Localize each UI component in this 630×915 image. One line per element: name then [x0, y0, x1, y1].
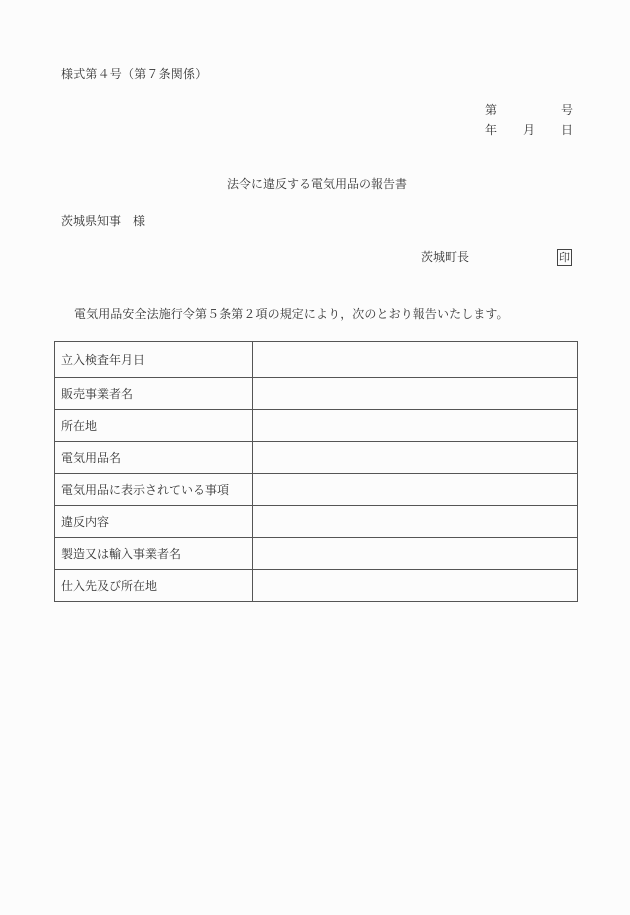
- row-value-inspection-date[interactable]: [253, 342, 578, 378]
- row-value-location[interactable]: [253, 410, 578, 442]
- table-row: [55, 378, 578, 410]
- addressee-name: 茨城県知事: [61, 214, 122, 228]
- row-value-violation-details[interactable]: [253, 506, 578, 538]
- report-table: [54, 341, 578, 602]
- document-number-and-date: [485, 103, 575, 137]
- table-row: [55, 506, 578, 538]
- row-label-seller-name: 販売事業者名: [55, 378, 253, 410]
- table-row: [55, 410, 578, 442]
- document-number-prefix: 第: [485, 103, 498, 117]
- row-label-product-markings: 電気用品に表示されている事項: [55, 474, 253, 506]
- date-month-label: 月: [523, 123, 536, 137]
- table-row: [55, 538, 578, 570]
- body-text: 電気用品安全法施行令第５条第２項の規定により，次のとおり報告いたします。: [74, 307, 509, 321]
- sender-name: 茨城町長: [421, 250, 470, 264]
- row-label-supplier-and-location: 仕入先及び所在地: [55, 570, 253, 602]
- addressee: [61, 214, 145, 228]
- row-value-product-markings[interactable]: [253, 474, 578, 506]
- row-label-product-name: 電気用品名: [55, 442, 253, 474]
- row-label-location: 所在地: [55, 410, 253, 442]
- row-value-seller-name[interactable]: [253, 378, 578, 410]
- date-year-label: 年: [485, 123, 498, 137]
- table-row: [55, 474, 578, 506]
- date-day-label: 日: [561, 123, 574, 137]
- row-value-supplier-and-location[interactable]: [253, 570, 578, 602]
- row-value-product-name[interactable]: [253, 442, 578, 474]
- table-row: [55, 342, 578, 378]
- row-value-manufacturer-importer[interactable]: [253, 538, 578, 570]
- addressee-honorific: 様: [133, 214, 146, 228]
- table-row: [55, 570, 578, 602]
- row-label-manufacturer-importer: 製造又は輸入事業者名: [55, 538, 253, 570]
- document-title: 法令に違反する電気用品の報告書: [226, 177, 407, 191]
- document-number-suffix: 号: [561, 103, 574, 117]
- form-number: 様式第４号（第７条関係）: [61, 67, 208, 81]
- seal-stamp-box: 印: [559, 251, 570, 264]
- row-label-violation-details: 違反内容: [55, 506, 253, 538]
- table-row: [55, 442, 578, 474]
- row-label-inspection-date: 立入検査年月日: [55, 342, 253, 378]
